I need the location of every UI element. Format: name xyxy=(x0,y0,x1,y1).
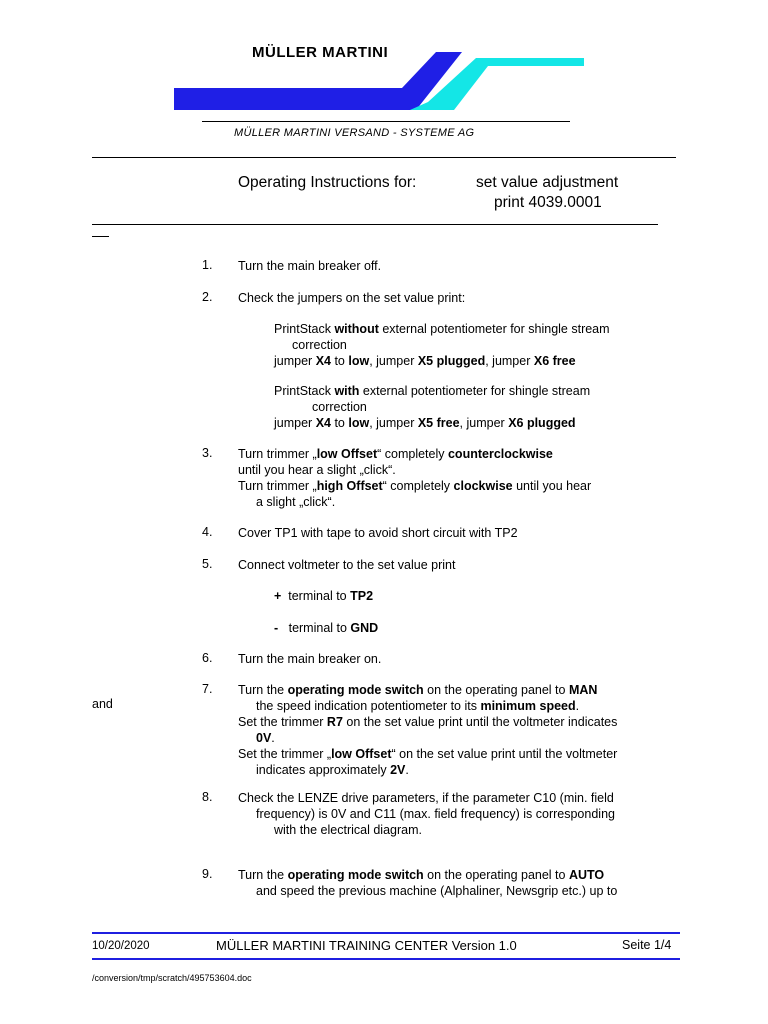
step-text-line: 0V. xyxy=(256,731,275,745)
footer-rule-bottom xyxy=(92,958,680,960)
step-text-line: Cover TP1 with tape to avoid short circuit with TP2 xyxy=(238,526,518,540)
step-text-line: Check the LENZE drive parameters, if the parameter C10 (min. field xyxy=(238,791,614,805)
step-text-line: frequency) is 0V and C11 (max. field frequency) is corresponding xyxy=(256,807,615,821)
step-number: 2. xyxy=(202,290,213,304)
step-text-line: and speed the previous machine (Alphaliner, Newsgrip etc.) up to xyxy=(256,884,618,898)
step-text-line: Turn the main breaker off. xyxy=(238,259,382,273)
title-rule-stub xyxy=(92,236,109,237)
step-text-line: Turn the main breaker on. xyxy=(238,652,382,666)
step-text-line: - terminal to GND xyxy=(274,621,379,635)
step-number: 8. xyxy=(202,790,213,804)
step-number: 5. xyxy=(202,557,213,571)
step-number: 1. xyxy=(202,258,213,272)
step-text-line: the speed indication potentiometer to its minimum speed. xyxy=(256,699,580,713)
header-rule-short xyxy=(202,121,570,122)
step-text-line: Turn trimmer „low Offset“ completely counterclockwise xyxy=(238,447,553,461)
step-text-line: PrintStack without external potentiometer for shingle stream xyxy=(274,322,610,336)
step-text-line: correction xyxy=(292,338,347,352)
step-text-line: Connect voltmeter to the set value print xyxy=(238,558,456,572)
step-number: 4. xyxy=(202,525,213,539)
step-text-line: a slight „click“. xyxy=(256,495,336,509)
doc-title-value-2: print 4039.0001 xyxy=(494,194,602,211)
footer-date: 10/20/2020 xyxy=(92,940,150,952)
file-path: /conversion/tmp/scratch/495753604.doc xyxy=(92,973,252,983)
step-text-line: until you hear a slight „click“. xyxy=(238,463,396,477)
step-number: 7. xyxy=(202,682,213,696)
step-text-line: Check the jumpers on the set value print: xyxy=(238,291,466,305)
step-text-line: with the electrical diagram. xyxy=(274,823,422,837)
step-text-line: jumper X4 to low, jumper X5 plugged, jumper X6 free xyxy=(274,354,576,368)
page-number: Seite 1/4 xyxy=(622,938,672,952)
step-text-line: Turn the operating mode switch on the operating panel to MAN xyxy=(238,683,598,697)
company-logo xyxy=(170,48,590,112)
doc-title-label: Operating Instructions for: xyxy=(238,174,417,191)
step-number: 6. xyxy=(202,651,213,665)
step-number: 9. xyxy=(202,867,213,881)
step-text-line: + terminal to TP2 xyxy=(274,589,374,603)
title-rule xyxy=(92,224,658,225)
doc-title-value: set value adjustment xyxy=(476,174,619,191)
step-number: 3. xyxy=(202,446,213,460)
step-text-line: Turn the operating mode switch on the operating panel to AUTO xyxy=(238,868,605,882)
step-text-line: PrintStack with external potentiometer for shingle stream xyxy=(274,384,591,398)
step-text-line: correction xyxy=(312,400,367,414)
step-text-line: indicates approximately 2V. xyxy=(256,763,409,777)
footer-title: MÜLLER MARTINI TRAINING CENTER Version 1.0 xyxy=(216,938,517,953)
logo-blue-stripe xyxy=(174,52,462,110)
margin-note: and xyxy=(92,697,113,711)
step-text-line: Set the trimmer R7 on the set value print until the voltmeter indicates xyxy=(238,715,618,729)
footer-rule-top xyxy=(92,932,680,934)
brand-name: MÜLLER MARTINI xyxy=(252,44,389,61)
header-rule-long xyxy=(92,157,676,158)
step-text-line: jumper X4 to low, jumper X5 free, jumper X6 plugged xyxy=(274,416,576,430)
company-name: MÜLLER MARTINI VERSAND - SYSTEME AG xyxy=(234,127,475,139)
step-text-line: Turn trimmer „high Offset“ completely clockwise until you hear xyxy=(238,479,592,493)
step-text-line: Set the trimmer „low Offset“ on the set value print until the voltmeter xyxy=(238,747,618,761)
